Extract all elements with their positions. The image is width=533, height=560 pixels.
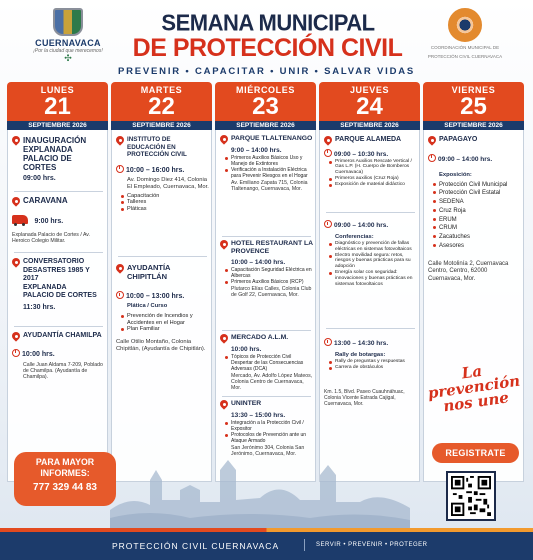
event-label: Exposición: bbox=[439, 171, 472, 178]
day-number: 25 bbox=[460, 93, 487, 120]
event-item: Zacatuches bbox=[432, 233, 521, 242]
location-pin-icon bbox=[324, 136, 332, 147]
location-pin-icon bbox=[12, 136, 20, 147]
event-items bbox=[224, 155, 313, 179]
event-address: Av. Emiliano Zapata 715, Colonia Tlaltenango, Cuernavaca, Mor. bbox=[231, 179, 308, 192]
event-address: Calle Otilio Montaño, Colonia Chipitlán, (Ayudantía de Chipitlán). bbox=[116, 338, 206, 352]
logo-org-line-1: COORDINACIÓN MUNICIPAL DE bbox=[430, 45, 500, 50]
day-month: SEPTIEMBRE 2026 bbox=[423, 121, 524, 130]
event-venue-3: PALACIO DE CORTES bbox=[23, 154, 72, 172]
location-pin-icon bbox=[12, 332, 20, 343]
fire-truck-icon bbox=[12, 215, 28, 224]
clock-icon bbox=[116, 165, 124, 173]
event-item: CRUM bbox=[432, 224, 521, 233]
event-item: Electro movilidad segura: retos, riesgos y buenas prácticas para su adopción bbox=[328, 253, 417, 270]
event-time: 09:00 hrs. bbox=[23, 175, 56, 182]
civil-protection-seal-icon bbox=[448, 8, 482, 42]
event-item: SEDENA bbox=[432, 198, 521, 207]
logo-city: CUERNAVACA bbox=[35, 38, 101, 48]
day-header bbox=[319, 82, 420, 130]
location-pin-icon bbox=[12, 197, 20, 208]
event-venue: PARQUE ALAMEDA bbox=[335, 136, 402, 143]
event bbox=[324, 136, 417, 187]
event-items bbox=[328, 241, 417, 287]
day-name: MIÉRCOLES bbox=[236, 85, 295, 95]
location-pin-icon bbox=[116, 136, 124, 147]
event-venue: AYUDANTÍA CHAMILPA bbox=[23, 332, 102, 339]
event-items bbox=[120, 313, 209, 333]
event-venue: PAPAGAYO bbox=[439, 136, 478, 143]
divider bbox=[118, 256, 207, 257]
event-venue-2: EXPLANADA bbox=[23, 283, 67, 291]
event bbox=[220, 334, 313, 392]
event-time: 13:30 – 15:00 hrs. bbox=[231, 411, 286, 419]
divider bbox=[326, 328, 415, 329]
day-month: SEPTIEMBRE 2026 bbox=[111, 121, 212, 130]
divider bbox=[14, 252, 103, 253]
footer-bar bbox=[0, 528, 533, 560]
clock-icon bbox=[324, 338, 332, 346]
event-item: ERUM bbox=[432, 216, 521, 225]
day-header bbox=[111, 82, 212, 130]
event-venue: PARQUE TLALTENANGO bbox=[231, 135, 313, 142]
divider bbox=[222, 236, 311, 237]
day-header bbox=[215, 82, 316, 130]
day-body bbox=[423, 130, 524, 482]
event-venue: UNINTER bbox=[231, 400, 262, 407]
event-address: Calle Juan Aldama 7-209, Poblado de Chamilpa. (Ayudantía de Chamilpa). bbox=[23, 361, 103, 381]
event-item: Plan Familiar bbox=[120, 326, 209, 333]
divider bbox=[222, 330, 311, 331]
event bbox=[12, 258, 105, 312]
event bbox=[12, 197, 105, 244]
event-time: 09:00 – 14:00 hrs. bbox=[334, 222, 389, 229]
event-item: Prevención de Incendios y Accidentes en el Hogar bbox=[120, 313, 209, 326]
location-pin-icon bbox=[220, 334, 228, 345]
footer-org: PROTECCIÓN CIVIL CUERNAVACA bbox=[112, 541, 280, 551]
event-item: Pláticas bbox=[120, 206, 209, 213]
location-pin-icon bbox=[116, 264, 124, 275]
event-time: 10:00 hrs. bbox=[231, 345, 262, 353]
event bbox=[116, 136, 209, 212]
event-time: 10:00 – 16:00 hrs. bbox=[126, 166, 185, 174]
clock-icon bbox=[428, 154, 436, 162]
event-items bbox=[328, 159, 417, 188]
day-body bbox=[215, 130, 316, 482]
info-phone[interactable]: 777 329 44 83 bbox=[33, 482, 97, 493]
event-items bbox=[224, 267, 313, 285]
event-address: Calle Motolinía 2, Cuernavaca Centro, Centro, 62000 Cuernavaca, Mor. bbox=[428, 260, 509, 282]
event-item: Primeros Auxilios Básicos (RCP) bbox=[224, 279, 313, 285]
civil-protection-logo bbox=[410, 8, 520, 60]
day-header bbox=[423, 82, 524, 130]
event-venue: MERCADO A.L.M. bbox=[231, 334, 289, 341]
event-item: Primeros auxilios (Cruz Roja) bbox=[328, 176, 417, 182]
day-column-wednesday bbox=[215, 82, 316, 482]
crest-icon bbox=[53, 8, 83, 36]
event-time: 09:00 – 14:00 hrs. bbox=[438, 155, 493, 163]
day-column-friday bbox=[423, 82, 524, 482]
event bbox=[12, 136, 105, 183]
event-address: Mercado, Av. Adolfo López Mateos, Colonia Centro de Cuernavaca, Mor. bbox=[231, 372, 313, 392]
event-label: Conferencias: bbox=[335, 234, 374, 240]
event-items bbox=[224, 354, 313, 372]
event bbox=[116, 264, 209, 353]
event-time: 09:00 – 10:30 hrs. bbox=[334, 150, 389, 158]
event-venue: INAUGURACIÓN bbox=[23, 136, 87, 145]
info-box bbox=[14, 452, 116, 506]
event-venue: AYUDANTÍA CHIPITLÁN bbox=[127, 263, 171, 281]
footer-tags: SERVIR • PREVENIR • PROTEGER bbox=[316, 542, 428, 548]
event bbox=[220, 240, 313, 299]
day-name: MARTES bbox=[140, 85, 183, 95]
event bbox=[12, 332, 105, 381]
header bbox=[0, 0, 533, 80]
event-item: Rally de preguntas y respuestas bbox=[328, 359, 417, 365]
event-venue: CARAVANA bbox=[23, 196, 68, 205]
event-item: Integración a la Protección Civil / Expositor bbox=[224, 420, 313, 432]
qr-code-icon bbox=[451, 476, 491, 516]
title-line-1: SEMANA MUNICIPAL bbox=[161, 9, 375, 36]
event bbox=[220, 135, 313, 192]
event-item: Carrera de obstáculos bbox=[328, 365, 417, 371]
event-time: 10:00 – 14:00 hrs. bbox=[231, 259, 286, 266]
day-body bbox=[111, 130, 212, 482]
city-skyline-illustration bbox=[110, 440, 410, 530]
logo-slogan: ¡Por la ciudad que merecemos! bbox=[33, 48, 103, 54]
event-time: 13:00 – 14:30 hrs. bbox=[334, 340, 389, 347]
location-pin-icon bbox=[220, 240, 228, 251]
event-time: 9:00 – 14:00 hrs. bbox=[231, 146, 282, 154]
event-venue-2: EXPLANADA bbox=[23, 145, 73, 154]
day-name: LUNES bbox=[40, 85, 75, 95]
location-pin-icon bbox=[220, 135, 228, 146]
location-pin-icon bbox=[12, 258, 20, 269]
qr-code[interactable] bbox=[446, 471, 496, 521]
day-body bbox=[7, 130, 108, 482]
location-pin-icon bbox=[220, 400, 228, 411]
day-column-tuesday bbox=[111, 82, 212, 482]
event-address: Av. Domingo Diez 414, Colonia El Empleado, Cuernavaca, Mor. bbox=[127, 176, 209, 190]
event-time: 11:30 hrs. bbox=[23, 303, 56, 311]
schedule bbox=[7, 82, 526, 482]
event-address: San Jerónimo 304, Colonia San Jerónimo, Cuernavaca, Mor. bbox=[231, 444, 305, 457]
cuernavaca-logo bbox=[28, 8, 108, 63]
clock-icon bbox=[12, 349, 20, 357]
day-header bbox=[7, 82, 108, 130]
event-address: Plutarco Elías Calles, Colonia Club de Golf 22, Cuernavaca, Mor. bbox=[231, 286, 312, 299]
info-question-2: INFORMES: bbox=[40, 468, 90, 478]
event-time: 10:00 hrs. bbox=[22, 350, 55, 358]
footer-stripe bbox=[0, 528, 533, 532]
logo-org-line-2: PROTECCIÓN CIVIL CUERNAVACA bbox=[427, 54, 503, 59]
event-label: Rally de botargas: bbox=[335, 352, 386, 358]
event-item: Capacitación Seguridad Eléctrica en Albercas bbox=[224, 267, 313, 279]
event-item: Energía solar con seguridad: innovaciones y buenas prácticas en sistemas fotovoltaicos bbox=[328, 270, 417, 287]
day-body bbox=[319, 130, 420, 482]
event-time: 10:00 – 13:00 hrs. bbox=[126, 293, 185, 300]
event-venue-3: PALACIO DE CORTES bbox=[23, 292, 97, 299]
day-column-monday bbox=[7, 82, 108, 482]
event-time: 9:00 hrs. bbox=[34, 217, 64, 225]
day-number: 22 bbox=[148, 93, 175, 120]
event bbox=[324, 336, 417, 407]
event-items bbox=[120, 193, 209, 213]
event-items bbox=[328, 359, 417, 371]
event bbox=[428, 136, 521, 283]
day-month: SEPTIEMBRE 2026 bbox=[319, 121, 420, 130]
event-item: Talleres bbox=[120, 199, 209, 206]
event-item: Tópicos de Protección Civil Despertar de las Consecuencias Adversas (DCA) bbox=[224, 354, 313, 372]
divider bbox=[326, 212, 415, 213]
event-item: Primeros Auxilios Rescate Vertical / Gas L.P. (H. Cuerpo de Bomberos Cuernavaca) bbox=[328, 159, 417, 176]
event-venue: INSTITUTO DE EDUCACIÓN EN PROTECCIÓN CIVIL bbox=[127, 136, 187, 158]
day-number: 21 bbox=[44, 93, 71, 120]
day-name: JUEVES bbox=[349, 85, 390, 95]
clock-icon bbox=[324, 149, 332, 157]
divider bbox=[14, 326, 103, 327]
event-venue: HOTEL RESTAURANT LA PROVENCE bbox=[231, 240, 313, 255]
register-button[interactable]: REGISTRATE bbox=[432, 443, 519, 463]
event-address: Explanada Palacio de Cortes / Av. Heroico Colegio Militar. bbox=[12, 231, 90, 244]
event-item: Capacitación bbox=[120, 193, 209, 200]
event-item: Protección Civil Municipal bbox=[432, 181, 521, 190]
title-line-2: DE PROTECCIÓN CIVIL bbox=[132, 34, 403, 62]
day-column-thursday bbox=[319, 82, 420, 482]
clock-icon bbox=[324, 220, 332, 228]
event bbox=[324, 218, 417, 287]
clock-icon bbox=[116, 291, 124, 299]
event-item: Asesores bbox=[432, 242, 521, 251]
day-month: SEPTIEMBRE 2026 bbox=[215, 121, 316, 130]
day-number: 24 bbox=[356, 93, 383, 120]
divider bbox=[222, 396, 311, 397]
info-question-1: PARA MAYOR bbox=[35, 457, 95, 467]
event-item: Protocolos de Prevención ante un Ataque Armado bbox=[224, 432, 313, 444]
event-venue: CONVERSATORIO DESASTRES 1985 Y 2017 bbox=[23, 258, 90, 282]
cross-icon: ✣ bbox=[64, 53, 72, 63]
event-item: Cruz Roja bbox=[432, 207, 521, 216]
event-item: Verificación a Instalación Eléctrica para Prevenir Riesgos en el Hogar bbox=[224, 167, 313, 179]
campaign-slogan: La prevención nos une bbox=[426, 361, 522, 416]
day-month: SEPTIEMBRE 2026 bbox=[7, 121, 108, 130]
event-label: Plática / Curso bbox=[127, 303, 168, 309]
event-address: Km. 1.5, Blvd. Paseo Cuauhnáhuac, Colonia Vicente Estrada Cajigal, Cuernavaca, Mor. bbox=[324, 388, 405, 407]
event-item: Primeros Auxilios Básicos Uso y Manejo de Extintores bbox=[224, 155, 313, 167]
event-item: Diagnóstico y prevención de fallas eléctricas en sistemas fotovoltaicos bbox=[328, 241, 417, 253]
location-pin-icon bbox=[428, 136, 436, 147]
event-time-row bbox=[12, 210, 105, 228]
footer-divider bbox=[304, 539, 305, 551]
day-name: VIERNES bbox=[451, 85, 496, 95]
event-items bbox=[432, 181, 521, 251]
divider bbox=[14, 191, 103, 192]
day-number: 23 bbox=[252, 93, 279, 120]
event-item: Exposición de material didáctico bbox=[328, 182, 417, 188]
motto: PREVENIR • CAPACITAR • UNIR • SALVAR VIDAS bbox=[117, 66, 416, 77]
event-item: Protección Civil Estatal bbox=[432, 189, 521, 198]
